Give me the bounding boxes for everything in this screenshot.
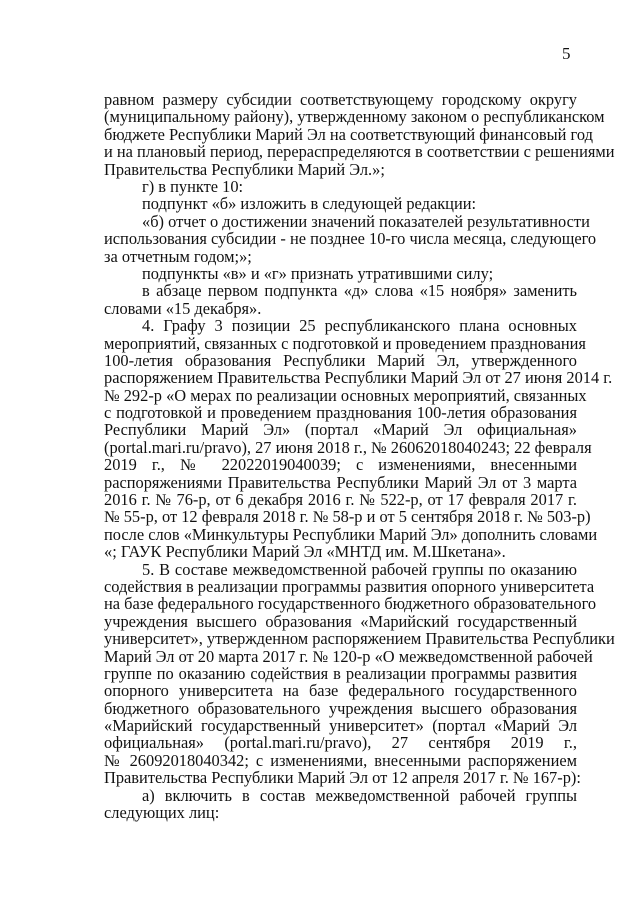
text-line: следующих лиц: [104,803,220,822]
text-line: и на плановый период, перераспределяются в соответствии с решениями [104,142,615,162]
text-line: 4. Графу 3 позиции 25 республиканского плана основных [142,316,577,336]
text-line: университет», утвержденном распоряжением Правительства Республики [104,629,615,649]
text-line: подпункт «б» изложить в следующей редакции: [142,194,477,214]
text-line: Правительства Республики Марий Эл.»; [104,159,385,179]
text-line: опорного университета на базе федерального государственного [104,681,577,701]
text-line: словами «15 декабря». [104,298,262,318]
text-line: а) включить в состав межведомственной рабочей группы [142,785,577,805]
text-line: подпункты «в» и «г» признать утратившими силу; [142,263,494,283]
text-line: 5. В составе межведомственной рабочей группы по оказанию [142,559,577,579]
text-line: 100-летия образования Республики Марий Эл, утвержденного [104,350,577,370]
text-line: равном размеру субсидии соответствующему городскому округу [104,90,577,109]
text-line: группе по оказанию содействия в реализации программы развития [104,663,577,683]
text-line: учреждения высшего образования «Марийский государственный [104,611,577,631]
text-line: в абзаце первом подпункта «д» слова «15 ноября» заменить [142,281,577,301]
text-line: за отчетным годом;»; [104,246,252,266]
text-line: Правительства Республики Марий Эл от 12 апреля 2017 г. № 167-р): [104,768,581,788]
text-line: Республики Марий Эл» (портал «Марий Эл официальная» [104,420,577,440]
text-line: (portal.mari.ru/pravo), 27 июня 2018 г., № 26062018040243; 22 февраля [104,437,592,457]
text-line: (муниципальному району), утвержденному законом о республиканском [104,107,605,127]
text-line: распоряжениями Правительства Республики Марий Эл от 3 марта [104,472,577,492]
text-line: мероприятий, связанных с подготовкой и проведением празднования [104,333,586,353]
text-line: 2019 г., № 22022019040039; с изменениями, внесенными [104,455,577,475]
text-line: содействия в реализации программы развития опорного университета [104,576,595,596]
text-line: с подготовкой и проведением празднования 100-летия образования [104,403,577,422]
text-line: «; ГАУК Республики Марий Эл «МНТД им. М.Шкетана». [104,542,506,562]
text-line: № 55-р, от 12 февраля 2018 г. № 58-р и от 5 сентября 2018 г. № 503-р) [104,507,591,527]
page-number: 5 [562,44,571,63]
text-line: № 26092018040342; с изменениями, внесенными распоряжением [104,750,577,770]
text-line: г) в пункте 10: [142,177,244,196]
text-line: «Марийский государственный университет» (портал «Марий Эл [104,716,577,735]
text-line: 2016 г. № 76-р, от 6 декабря 2016 г. № 522-р, от 17 февраля 2017 г. [104,490,577,509]
text-line: № 292-р «О мерах по реализации основных мероприятий, связанных [104,385,587,405]
text-line: бюджете Республики Марий Эл на соответствующий финансовый год [104,124,593,144]
text-line: на базе федерального государственного бюджетного образовательного [104,594,597,614]
text-line: использования субсидии - не позднее 10-го числа месяца, следующего [104,229,597,249]
text-line: официальная» (portal.mari.ru/pravo), 27 сентября 2019 г., [104,733,577,753]
text-line: Марий Эл от 20 марта 2017 г. № 120-р «О межведомственной рабочей [104,646,593,666]
text-line: «б) отчет о достижении значений показателей результативности [142,211,590,231]
text-line: распоряжением Правительства Республики Марий Эл от 27 июня 2014 г. [104,368,613,388]
text-line: бюджетного образовательного учреждения высшего образования [104,698,577,718]
text-line: после слов «Минкультуры Республики Марий Эл» дополнить словами [104,524,598,544]
